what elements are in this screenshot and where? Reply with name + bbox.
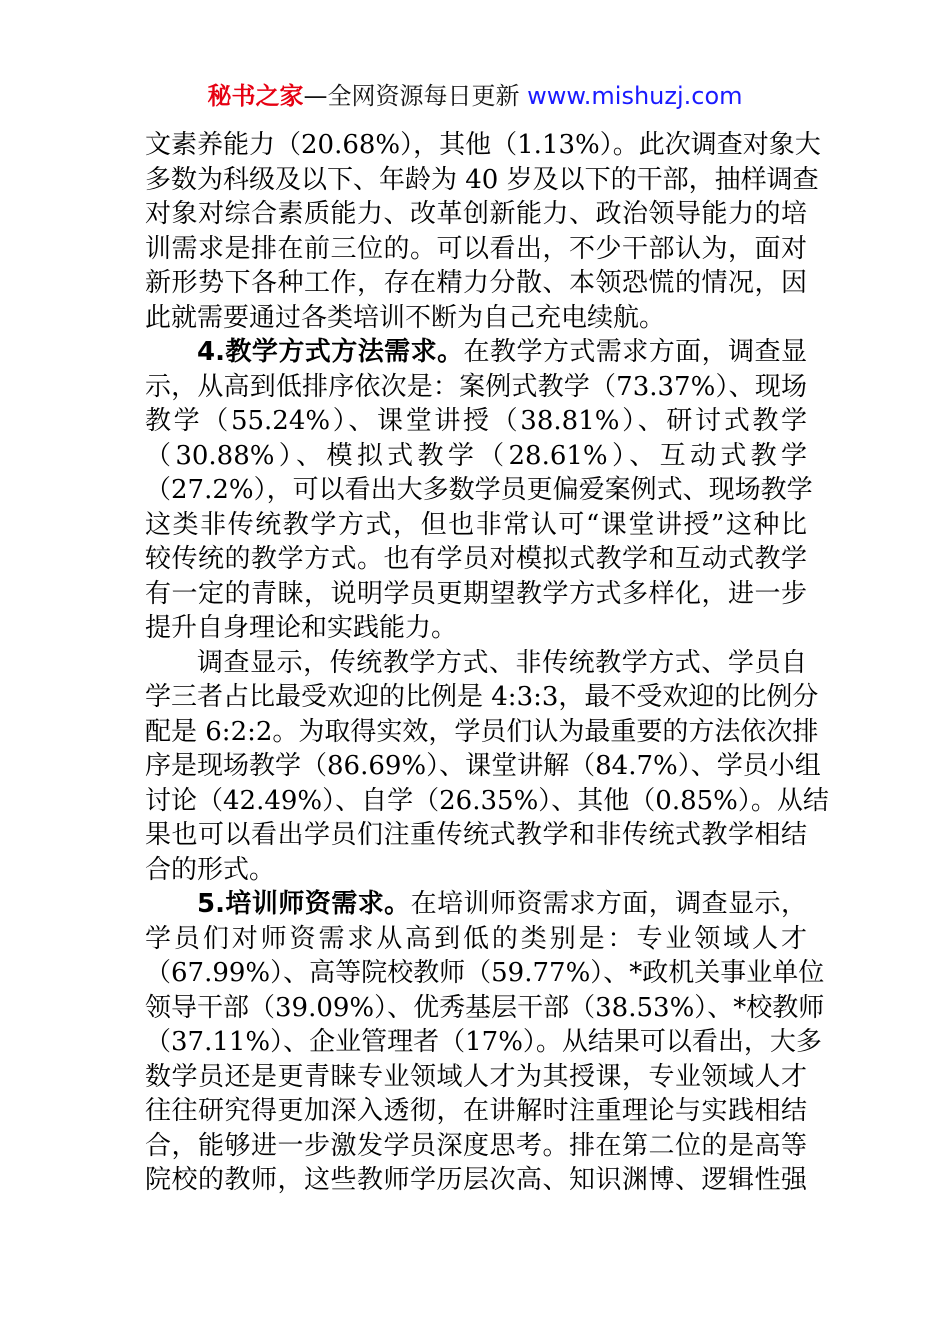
text-line: 配是 6:2:2。为取得实效，学员们认为最重要的方法依次排 bbox=[145, 716, 819, 747]
text-line: 这类非传统教学方式，但也非常认可“课堂讲授”这种比 bbox=[145, 509, 807, 540]
site-header bbox=[0, 80, 950, 112]
text-line: 此就需要通过各类培训不断为自己充电续航。 bbox=[145, 302, 666, 333]
text-line: 往往研究得更加深入透彻，在讲解时注重理论与实践相结 bbox=[145, 1096, 807, 1126]
section-4-first-line bbox=[145, 335, 807, 370]
site-url-link[interactable]: www.mishuzj.com bbox=[527, 82, 743, 110]
text-line: 有一定的青睐，说明学员更期望教学方式多样化，进一步 bbox=[145, 578, 807, 609]
text-line: 新形势下各种工作，存在精力分散、本领恐慌的情况，因 bbox=[145, 268, 807, 298]
text-line: 文素养能力（20.68%），其他（1.13%）。此次调查对象大 bbox=[145, 130, 821, 160]
text-line: 调查显示，传统教学方式、非传统教学方式、学员自 bbox=[197, 647, 807, 678]
text-line: 示，从高到低排序依次是：案例式教学（73.37%）、现场 bbox=[145, 371, 807, 402]
text-line: 领导干部（39.09%）、优秀基层干部（38.53%）、*校教师 bbox=[145, 992, 825, 1023]
text-line: 序是现场教学（86.69%）、课堂讲解（84.7%）、学员小组 bbox=[145, 751, 821, 781]
text-line: 较传统的教学方式。也有学员对模拟式教学和互动式教学 bbox=[145, 544, 807, 574]
brand-name: 秘书之家 bbox=[207, 82, 304, 110]
text-line: 学三者占比最受欢迎的比例是 4:3:3，最不受欢迎的比例分 bbox=[145, 682, 819, 712]
text-line: 合的形式。 bbox=[145, 854, 276, 885]
text-line: 讨论（42.49%）、自学（26.35%）、其他（0.85%）。从结 bbox=[145, 785, 829, 816]
text-line: （30.88%）、模拟式教学（28.61%）、互动式教学 bbox=[145, 440, 807, 471]
text-line: 数学员还是更青睐专业领域人才为其授课，专业领域人才 bbox=[145, 1061, 807, 1092]
text-line: 多数为科级及以下、年龄为 40 岁及以下的干部，抽样调查 bbox=[145, 164, 819, 195]
section-5-first-text: 在培训师资需求方面，调查显示， bbox=[410, 889, 807, 919]
section-5-heading: 5.培训师资需求。 bbox=[197, 889, 411, 919]
text-line: （27.2%），可以看出大多数学员更偏爱案例式、现场教学 bbox=[145, 475, 813, 505]
text-line: 果也可以看出学员们注重传统式教学和非传统式教学相结 bbox=[145, 820, 807, 850]
text-line: 提升自身理论和实践能力。 bbox=[145, 613, 458, 643]
text-line: （37.11%）、企业管理者（17%）。从结果可以看出，大多 bbox=[145, 1027, 822, 1057]
section-5-first-line bbox=[145, 887, 807, 922]
section-4-first-text: 在教学方式需求方面，调查显 bbox=[463, 337, 807, 367]
text-line: 院校的教师，这些教师学历层次高、知识渊博、逻辑性强 bbox=[145, 1165, 807, 1195]
text-line: 对象对综合素质能力、改革创新能力、政治领导能力的培 bbox=[145, 199, 807, 229]
section-4-heading: 4.教学方式方法需求。 bbox=[197, 337, 464, 367]
header-slogan: —全网资源每日更新 bbox=[303, 82, 520, 110]
text-line: 训需求是排在前三位的。可以看出，不少干部认为，面对 bbox=[145, 233, 807, 264]
text-line: 合，能够进一步激发学员深度思考。排在第二位的是高等 bbox=[145, 1130, 807, 1161]
text-line: 教学（55.24%）、课堂讲授（38.81%）、研讨式教学 bbox=[145, 406, 807, 436]
text-line: 学员们对师资需求从高到低的类别是：专业领域人才 bbox=[145, 923, 807, 954]
text-line: （67.99%）、高等院校教师（59.77%）、*政机关事业单位 bbox=[145, 958, 825, 988]
document-body bbox=[145, 128, 829, 1198]
